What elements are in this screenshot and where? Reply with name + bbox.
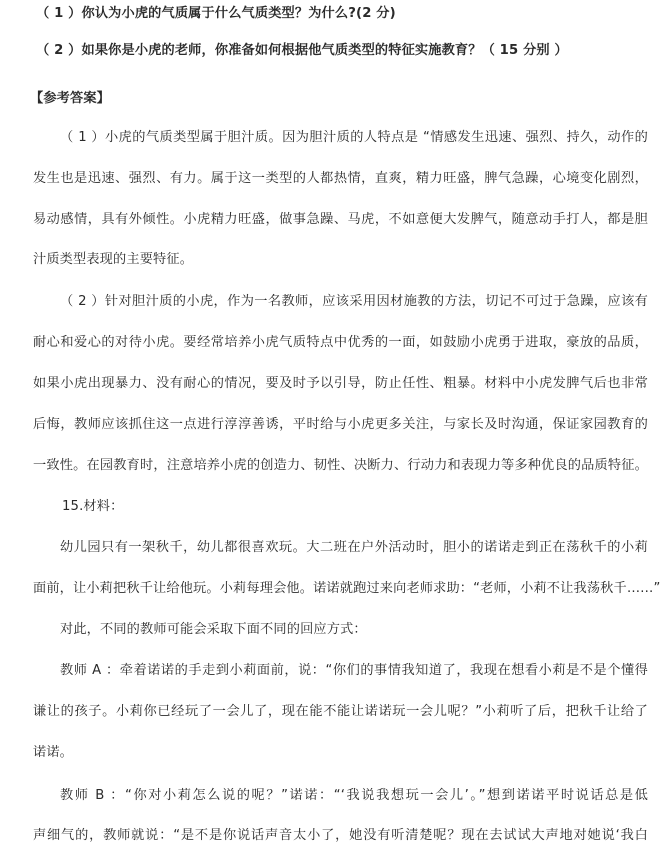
answer1-line: 发生也是迅速、强烈、有力。属于这一类型的人都热情，直爽，精力旺盛，脾气急躁，心境变化剧烈， [33, 171, 648, 186]
answer1-line: 汁质类型表现的主要特征。 [33, 252, 194, 267]
answer1-line: （ 1 ）小虎的气质类型属于胆汁质。因为胆汁质的人特点是 “情感发生迅速、强烈、持久，动作的 [60, 130, 648, 145]
teacher-a-line: 教师 A ：牵着诺诺的手走到小莉面前，说：“你们的事情我知道了，我现在想看小莉是不是个懂得 [60, 663, 648, 678]
answer2-line: 后悔，教师应该抓住这一点进行淳淳善诱，平时给与小虎更多关注，与家长及时沟通，保证家园教育的 [33, 417, 648, 432]
answer2-line: 一致性。在园教育时，注意培养小虎的创造力、韧性、决断力、行动力和表现力等多种优良的品质特征。 [33, 458, 648, 473]
teacher-a-line: 谦让的孩子。小莉你已经玩了一会儿了，现在能不能让诺诺玩一会儿呢？”小莉听了后，把秋千让给了 [33, 704, 648, 719]
question-15-label: 15.材料： [62, 499, 124, 514]
material-line: 面前，让小莉把秋千让给他玩。小莉每理会他。诺诺就跑过来向老师求助：“老师，小莉不让我荡秋千……” [33, 581, 660, 596]
answer2-line: （ 2 ）针对胆汁质的小虎，作为一名教师，应该采用因材施教的方法，切记不可过于急躁，应该有 [60, 294, 648, 309]
question-2: （ 2 ）如果你是小虎的老师，你准备如何根据他气质类型的特征实施教育？（ 15 分别 ） [36, 43, 568, 58]
answer2-line: 耐心和爱心的对待小虎。要经常培养小虎气质特点中优秀的一面，如鼓励小虎勇于进取，豪放的品质， [33, 335, 648, 350]
question-1: （ 1 ）你认为小虎的气质属于什么气质类型？为什么?(2 分) [36, 6, 396, 21]
teacher-b-line: 教师 B ：“你对小莉怎么说的呢？”诺诺：“‘我说我想玩一会儿’。”想到诺诺平时说话总是低 [60, 788, 648, 803]
intro-line: 对此，不同的教师可能会采取下面不同的回应方式： [60, 622, 367, 637]
teacher-b-line: 声细气的，教师就说：“是不是你说话声音太小了，她没有听清楚呢？现在去试试大声地对她说‘我白 [33, 828, 648, 843]
answer2-line: 如果小虎出现暴力、没有耐心的情况，要及时予以引导，防止任性、粗暴。材料中小虎发脾气后也非常 [33, 376, 648, 391]
answer-heading: 【参考答案】 [30, 91, 111, 106]
material-line: 幼儿园只有一架秋千，幼儿都很喜欢玩。大二班在户外活动时，胆小的诺诺走到正在荡秋千的小莉 [60, 540, 648, 555]
answer1-line: 易动感情，具有外倾性。小虎精力旺盛，做事急躁、马虎，不如意便大发脾气，随意动手打人，都是胆 [33, 212, 648, 227]
teacher-a-line: 诺诺。 [33, 745, 74, 760]
